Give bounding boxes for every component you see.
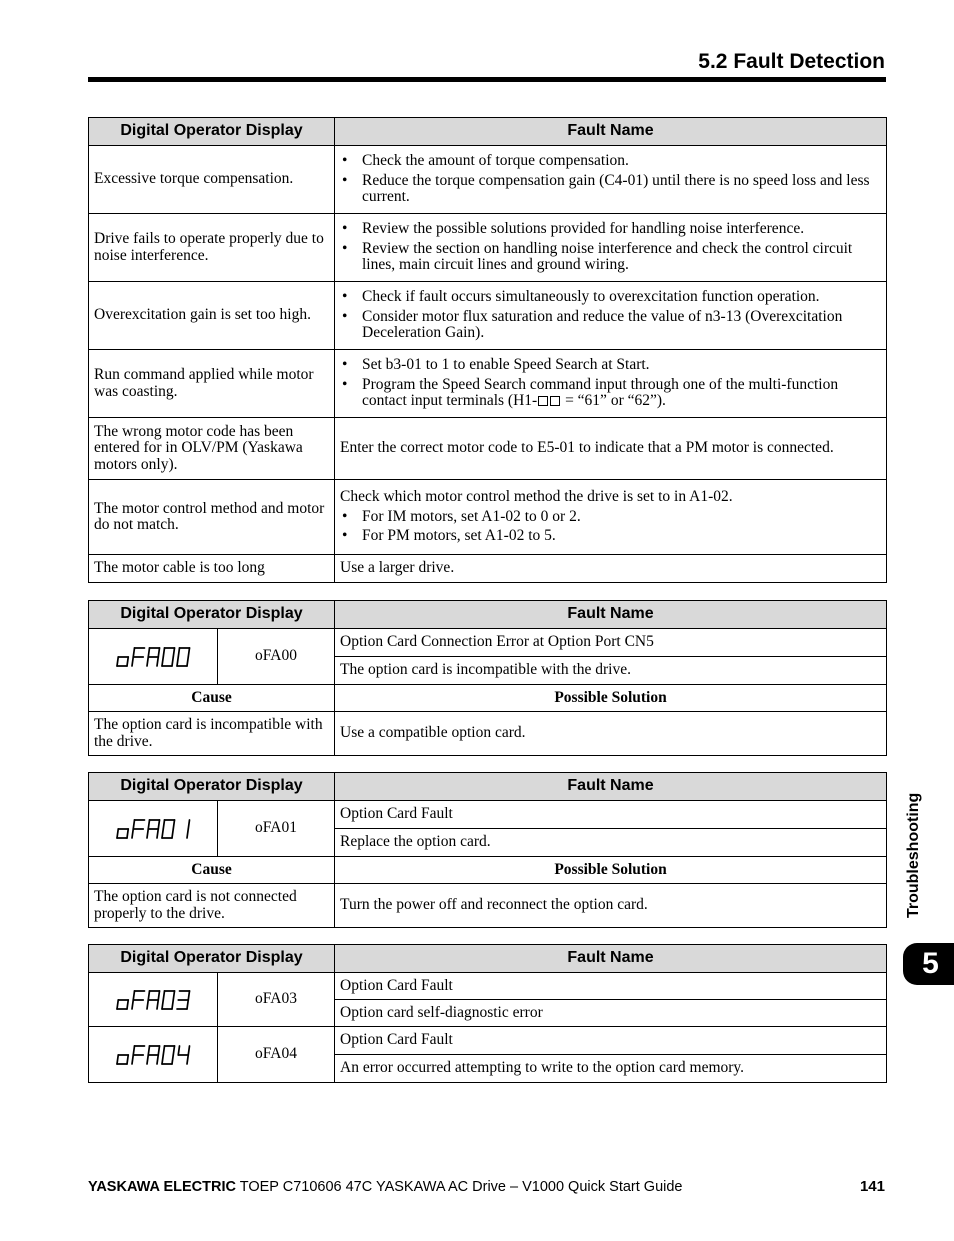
fault-description: Option card self-diagnostic error — [335, 1000, 887, 1027]
table-row — [89, 282, 887, 350]
table-row — [89, 480, 887, 555]
fault-code: oFA01 — [218, 801, 335, 857]
page-number: 141 — [859, 1178, 885, 1195]
possible-solution-header: Possible Solution — [335, 685, 887, 712]
ofa01-fault-table — [88, 772, 887, 928]
fault-code: oFA04 — [218, 1027, 335, 1083]
solution-bullet: • Check if fault occurs simultaneously to overexcitation function operation. — [340, 289, 881, 306]
col-header-fault-name: Fault Name — [335, 118, 887, 146]
solution-cell: Turn the power off and reconnect the option card. — [335, 884, 887, 928]
placeholder-square-icon — [550, 396, 560, 406]
chapter-side-label: Troubleshooting — [905, 792, 922, 918]
fault-code: oFA03 — [218, 973, 335, 1027]
solution-bullet-suffix: = “61” or “62”). — [561, 392, 666, 410]
cause-cell: Run command applied while motor was coasting. — [89, 350, 335, 418]
top-fault-table — [88, 117, 887, 583]
footer-brand: YASKAWA ELECTRIC — [88, 1179, 236, 1195]
possible-solution-header: Possible Solution — [335, 857, 887, 884]
table-row — [89, 555, 887, 583]
table-row — [89, 712, 887, 756]
cause-cell: The option card is incompatible with the drive. — [89, 712, 335, 756]
col-header-display: Digital Operator Display — [89, 601, 335, 629]
fault-name: Option Card Connection Error at Option Port CN5 — [335, 629, 887, 657]
lcd-display-cell — [89, 1027, 218, 1083]
cause-cell: Excessive torque compensation. — [89, 146, 335, 214]
lcd-display-cell — [89, 973, 218, 1027]
solution-cell: Use a compatible option card. — [335, 712, 887, 756]
cause-cell: The wrong motor code has been entered for in OLV/PM (Yaskawa motors only). — [89, 418, 335, 480]
ofa03-ofa04-fault-table — [88, 944, 887, 1083]
col-header-fault-name: Fault Name — [335, 601, 887, 629]
col-header-display: Digital Operator Display — [89, 118, 335, 146]
fault-name: Option Card Fault — [335, 973, 887, 1000]
fault-name: Option Card Fault — [335, 1027, 887, 1055]
col-header-display: Digital Operator Display — [89, 773, 335, 801]
placeholder-square-icon — [538, 396, 548, 406]
solution-bullet: • Consider motor flux saturation and reduce the value of n3-13 (Overexcitation Deceleration Gain). — [340, 309, 881, 342]
lcd-segment-display-ofa00-icon — [113, 645, 193, 669]
solution-cell — [335, 350, 887, 418]
table-row — [89, 884, 887, 928]
fault-description: Replace the option card. — [335, 829, 887, 857]
solution-intro: Check which motor control method the drive is set to in A1-02. — [340, 488, 733, 506]
fault-description: The option card is incompatible with the drive. — [335, 657, 887, 685]
table-row — [89, 418, 887, 480]
lcd-segment-display-ofa04-icon — [113, 1043, 193, 1067]
solution-cell — [335, 146, 887, 214]
lcd-segment-display-ofa03-icon — [113, 988, 193, 1012]
footer-doc-title: TOEP C710606 47C YASKAWA AC Drive – V1000 Quick Start Guide — [235, 1179, 683, 1195]
table-row — [89, 146, 887, 214]
lcd-display-cell — [89, 629, 218, 685]
solution-bullet: • Reduce the torque compensation gain (C4-01) until there is no speed loss and less current. — [340, 173, 881, 206]
solution-cell: Enter the correct motor code to E5-01 to indicate that a PM motor is connected. — [335, 418, 887, 480]
col-header-display: Digital Operator Display — [89, 945, 335, 973]
solution-cell — [335, 282, 887, 350]
cause-cell: The motor control method and motor do not match. — [89, 480, 335, 555]
cause-cell: The motor cable is too long — [89, 555, 335, 583]
cause-header: Cause — [89, 857, 335, 884]
cause-cell: The option card is not connected properly to the drive. — [89, 884, 335, 928]
chapter-tab — [903, 943, 954, 985]
cause-header: Cause — [89, 685, 335, 712]
chapter-number: 5 — [922, 947, 939, 980]
cause-cell: Drive fails to operate properly due to noise interference. — [89, 214, 335, 282]
solution-bullet: • For PM motors, set A1-02 to 5. — [340, 528, 881, 545]
solution-cell — [335, 214, 887, 282]
fault-name: Option Card Fault — [335, 801, 887, 829]
footer-document-info — [88, 1179, 683, 1195]
table-row — [89, 350, 887, 418]
solution-cell — [335, 480, 887, 555]
section-title: 5.2 Fault Detection — [698, 50, 885, 73]
col-header-fault-name: Fault Name — [335, 773, 887, 801]
solution-bullet: • For IM motors, set A1-02 to 0 or 2. — [340, 509, 881, 526]
solution-bullet: • Check the amount of torque compensation. — [340, 153, 881, 170]
ofa00-fault-table — [88, 600, 887, 756]
solution-bullet: • Review the section on handling noise interference and check the control circuit lines, main circuit lines and ground wiring. — [340, 241, 881, 274]
col-header-fault-name: Fault Name — [335, 945, 887, 973]
solution-bullet — [340, 377, 881, 410]
table-row — [89, 214, 887, 282]
solution-cell: Use a larger drive. — [335, 555, 887, 583]
fault-description: An error occurred attempting to write to the option card memory. — [335, 1055, 887, 1083]
cause-cell: Overexcitation gain is set too high. — [89, 282, 335, 350]
solution-bullet: • Set b3-01 to 1 to enable Speed Search at Start. — [340, 357, 881, 374]
title-rule — [88, 77, 886, 82]
solution-bullet: • Review the possible solutions provided for handling noise interference. — [340, 221, 881, 238]
solution-bullet-text: Program the Speed Search command input through one of the multi-function contact input terminals (H1- — [362, 375, 839, 410]
lcd-segment-display-ofa01-icon — [113, 817, 193, 841]
lcd-display-cell — [89, 801, 218, 857]
fault-code: oFA00 — [218, 629, 335, 685]
